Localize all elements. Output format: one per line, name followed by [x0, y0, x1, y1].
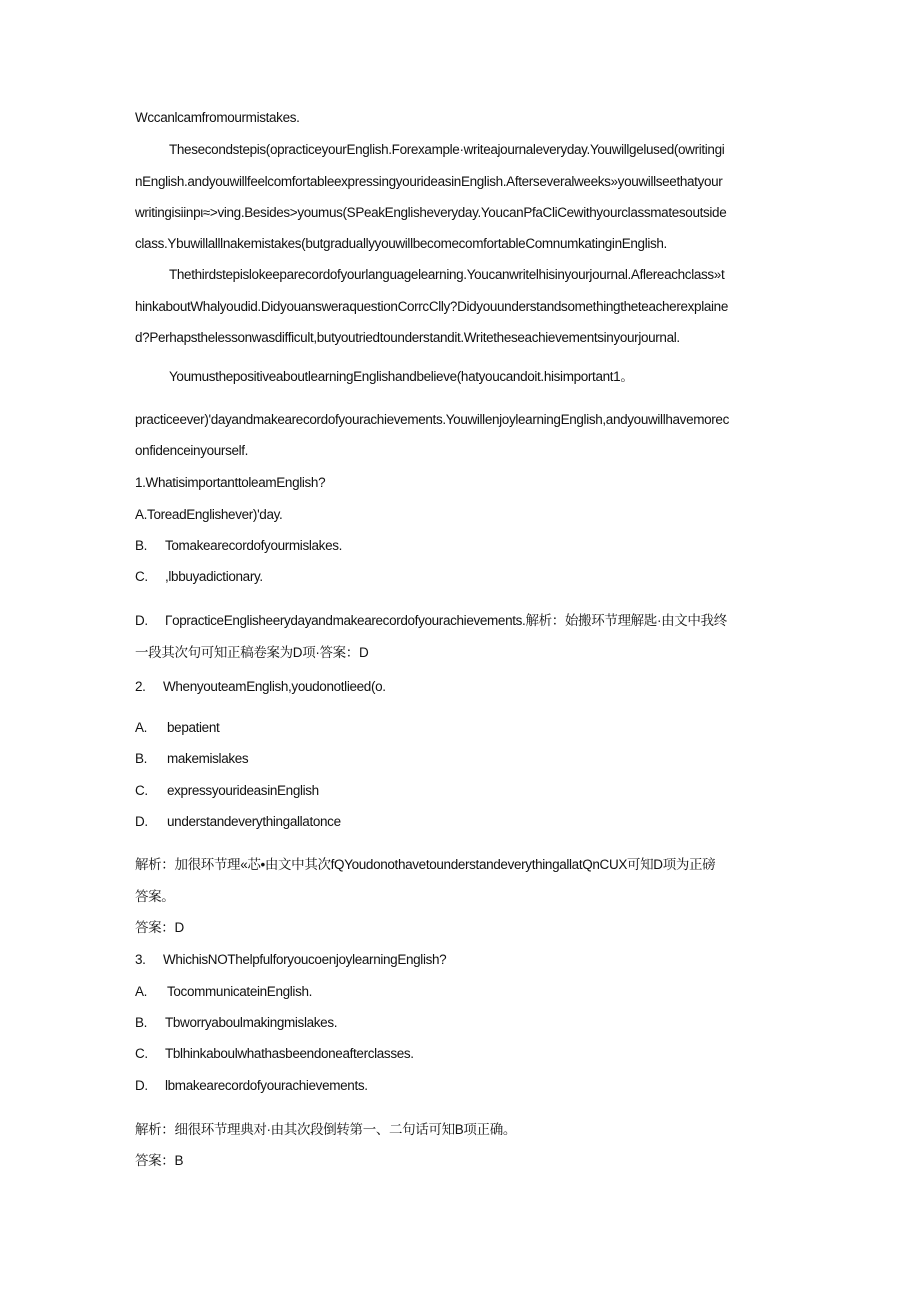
option-a	[135, 719, 785, 737]
passage-line: Wccanlcamfromourmistakes.	[135, 110, 300, 125]
option-letter: B.	[135, 751, 148, 766]
analysis-line: 答案。	[135, 889, 175, 904]
passage-line: onfidenceinyourself.	[135, 443, 249, 458]
question-stem	[135, 951, 785, 969]
passage-line: nEnglish.andyouwillfeelcomfortableexpressingyourideasinEnglish.Afterseveralweeks»youwillseethatyour	[135, 174, 723, 189]
option-d	[135, 813, 785, 831]
option-a: A.ToreadEnglishever)'day.	[135, 507, 283, 522]
option-text: TocommunicateinEnglish.	[167, 984, 313, 999]
analysis-line: 解析：细很环节理典对·由其次段倒转第一、二句话可知B项正确。	[135, 1122, 516, 1137]
option-letter: C.	[135, 569, 148, 584]
option-letter: A.	[135, 984, 148, 999]
option-c	[135, 568, 785, 586]
question-text: WhenyouteamEnglish,youdonotlieed(o.	[163, 679, 386, 694]
passage-line: Thesecondstepis(opracticeyourEnglish.Forexample·writeajournaleveryday.Youwillgelused(owritingi	[169, 142, 725, 157]
passage-line: hinkaboutWhalyoudid.DidyouansweraquestionCorrcClly?Didyouunderstandsomethingtheteacherexplaine	[135, 299, 728, 314]
passage-line: YoumusthepositiveaboutlearningEnglishandbelieve(hatyoucandoit.hisimportant1。	[169, 369, 634, 384]
question-stem: 1.WhatisimportanttoleamEnglish?	[135, 475, 326, 490]
option-text: Tbworryaboulmakingmislakes.	[165, 1015, 338, 1030]
option-text: expressyourideasinEnglish	[167, 783, 319, 798]
option-d	[135, 612, 785, 630]
question-number: 3.	[135, 952, 146, 967]
option-text: lbmakearecordofyourachievements.	[165, 1078, 368, 1093]
option-text: ,lbbuyadictionary.	[165, 569, 263, 584]
option-text: bepatient	[167, 720, 220, 735]
option-b	[135, 750, 785, 768]
option-a	[135, 983, 785, 1001]
answer-line: 一段其次句可知正稿卷案为D项·答案：D	[135, 645, 369, 660]
option-c	[135, 782, 785, 800]
question-number: 2.	[135, 679, 146, 694]
option-text: Tomakearecordofyourmislakes.	[165, 538, 343, 553]
question-stem	[135, 678, 785, 696]
option-letter: A.	[135, 720, 148, 735]
passage-line: class.Ybuwillalllnakemistakes(butgraduallyyouwillbecomecomfortableComnumkatinginEnglish.	[135, 236, 667, 251]
option-b	[135, 537, 785, 555]
option-d	[135, 1077, 785, 1095]
passage-line: d?Perhapsthelessonwasdifficult,butyoutriedtounderstandit.Writetheseachievementsinyourjournal.	[135, 330, 680, 345]
answer-line: 答案：D	[135, 920, 184, 935]
passage-line: Thethirdstepislokeeparecordofyourlanguagelearning.Youcanwritelhisinyourjournal.Aflereachclass»t	[169, 267, 725, 282]
answer-line: 答案：B	[135, 1153, 184, 1168]
option-letter: B.	[135, 1015, 148, 1030]
question-text: WhichisNOThelpfulforyoucoenjoylearningEnglish?	[163, 952, 447, 967]
option-text: Tblhinkaboulwhathasbeendoneafterclasses.	[165, 1046, 414, 1061]
option-letter: C.	[135, 1046, 148, 1061]
option-letter: D.	[135, 814, 148, 829]
option-text: makemislakes	[167, 751, 249, 766]
option-letter: D.	[135, 613, 148, 628]
option-letter: B.	[135, 538, 148, 553]
passage-line: writingisiinpι≈>ving.Besides>youmus(SPeakEnglisheveryday.YoucanPfaCliCewithyourclassmatesoutside	[135, 205, 727, 220]
passage-line: practiceever)'dayandmakearecordofyourachievements.YouwillenjoylearningEnglish,andyouwillhavemorec	[135, 412, 729, 427]
option-c	[135, 1045, 785, 1063]
option-b	[135, 1014, 785, 1032]
option-text: understandeverythingallatonce	[167, 814, 341, 829]
option-letter: D.	[135, 1078, 148, 1093]
option-text: ΓopracticeEnglisheerydayandmakearecordofyourachievements.解析：始搬环节理解匙·由文中我终	[165, 613, 727, 628]
option-letter: C.	[135, 783, 148, 798]
analysis-line: 解析：加很环节理«芯•由文中其次fQYoudonothavetounderstandeverythingallatQnCUX可知D项为正磅	[135, 857, 716, 872]
